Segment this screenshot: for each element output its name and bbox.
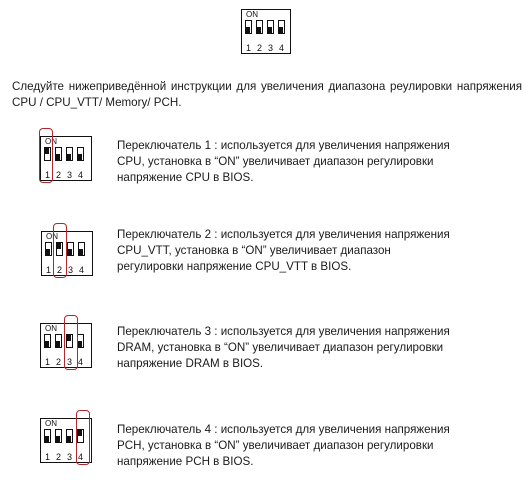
switch-highlight-1 <box>39 128 53 183</box>
switch-knob <box>68 249 72 255</box>
description-line: PCH, установка в “ON” увеличивает диапазон регулировки <box>117 439 434 452</box>
dip-number-1: 1 <box>44 357 50 367</box>
dip-number-3: 3 <box>67 265 73 275</box>
switch-knob <box>268 27 272 33</box>
switch-knob <box>56 341 60 347</box>
dip-switch-2 <box>55 147 62 161</box>
dip-switch-2 <box>55 429 62 443</box>
switch-highlight-3 <box>64 315 78 370</box>
dip-number-1: 1 <box>245 43 251 53</box>
switch-knob <box>56 154 60 160</box>
dip-number-2: 2 <box>256 43 262 53</box>
dip-switch-4 <box>77 147 84 161</box>
dip-switch-4 <box>77 334 84 348</box>
dip-number-1: 1 <box>44 452 50 462</box>
switch-knob <box>78 154 82 160</box>
description-line: напряжение DRAM в BIOS. <box>117 357 264 370</box>
dip-on-label: ON <box>45 324 57 333</box>
dip-number-4: 4 <box>78 265 84 275</box>
dip-on-label: ON <box>45 419 57 428</box>
dip-switch-3 <box>67 242 74 256</box>
switch-knob <box>67 154 71 160</box>
switch-knob <box>56 436 60 442</box>
description-line: Переключатель 4 : используется для увеличения напряжения <box>117 423 450 436</box>
dip-switch-diagram-2 <box>41 231 93 276</box>
switch-knob <box>279 27 283 33</box>
dip-switch-3 <box>66 429 73 443</box>
dip-switch-2 <box>256 20 263 34</box>
dip-number-2: 2 <box>55 357 61 367</box>
switch-knob <box>45 341 49 347</box>
description-line: Переключатель 1 : используется для увеличения напряжения <box>117 139 450 152</box>
switch-knob <box>78 341 82 347</box>
dip-switch-1 <box>245 20 252 34</box>
intro-paragraph: Следуйте нижеприведённой инструкции для увеличения диапазона реулировки напряжения CPU / CPU_VTT/ Memory/ PCH. <box>12 80 522 109</box>
dip-number-1: 1 <box>45 265 51 275</box>
dip-switch-3 <box>267 20 274 34</box>
dip-number-3: 3 <box>66 452 72 462</box>
switch-knob <box>79 249 83 255</box>
dip-number-2: 2 <box>55 452 61 462</box>
switch-description-3 <box>117 324 495 372</box>
dip-on-label: ON <box>46 232 58 241</box>
dip-number-2: 2 <box>56 265 62 275</box>
description-line: напряжение CPU в BIOS. <box>117 171 254 184</box>
description-line: регулировки напряжение CPU_VTT в BIOS. <box>117 260 352 273</box>
dip-number-4: 4 <box>278 43 284 53</box>
dip-switch-2 <box>55 334 62 348</box>
dip-switch-1 <box>45 242 52 256</box>
switch-description-4 <box>117 422 495 470</box>
switch-highlight-4 <box>76 410 90 465</box>
dip-on-label: ON <box>246 10 258 19</box>
switch-knob <box>246 27 250 33</box>
dip-switch-1 <box>44 334 51 348</box>
dip-on-label: ON <box>45 137 57 146</box>
description-line: DRAM, установка в “ON” увеличивает диапазон регулировки <box>117 341 444 354</box>
switch-knob <box>257 27 261 33</box>
dip-switch-1 <box>44 429 51 443</box>
switch-knob <box>46 249 50 255</box>
dip-number-1: 1 <box>44 170 50 180</box>
description-line: Переключатель 2 : используется для увеличения напряжения <box>117 228 450 241</box>
switch-description-2 <box>117 227 495 275</box>
dip-number-4: 4 <box>77 170 83 180</box>
description-line: Переключатель 3 : используется для увеличения напряжения <box>117 325 450 338</box>
description-line: CPU, установка в “ON” увеличивает диапазон регулировки <box>117 155 434 168</box>
dip-switch-diagram <box>241 9 291 54</box>
dip-number-3: 3 <box>267 43 273 53</box>
switch-description-1 <box>117 138 495 186</box>
dip-number-4: 4 <box>77 357 83 367</box>
switch-highlight-2 <box>53 223 67 278</box>
dip-number-3: 3 <box>66 357 72 367</box>
dip-number-3: 3 <box>66 170 72 180</box>
dip-number-2: 2 <box>55 170 61 180</box>
dip-switch-3 <box>66 147 73 161</box>
description-line: напряжение PCH в BIOS. <box>117 455 254 468</box>
dip-number-4: 4 <box>77 452 83 462</box>
description-line: CPU_VTT, установка в “ON” увеличивает диапазон <box>117 244 391 257</box>
switch-knob <box>67 436 71 442</box>
switch-knob <box>45 436 49 442</box>
dip-switch-4 <box>78 242 85 256</box>
dip-switch-4 <box>278 20 285 34</box>
